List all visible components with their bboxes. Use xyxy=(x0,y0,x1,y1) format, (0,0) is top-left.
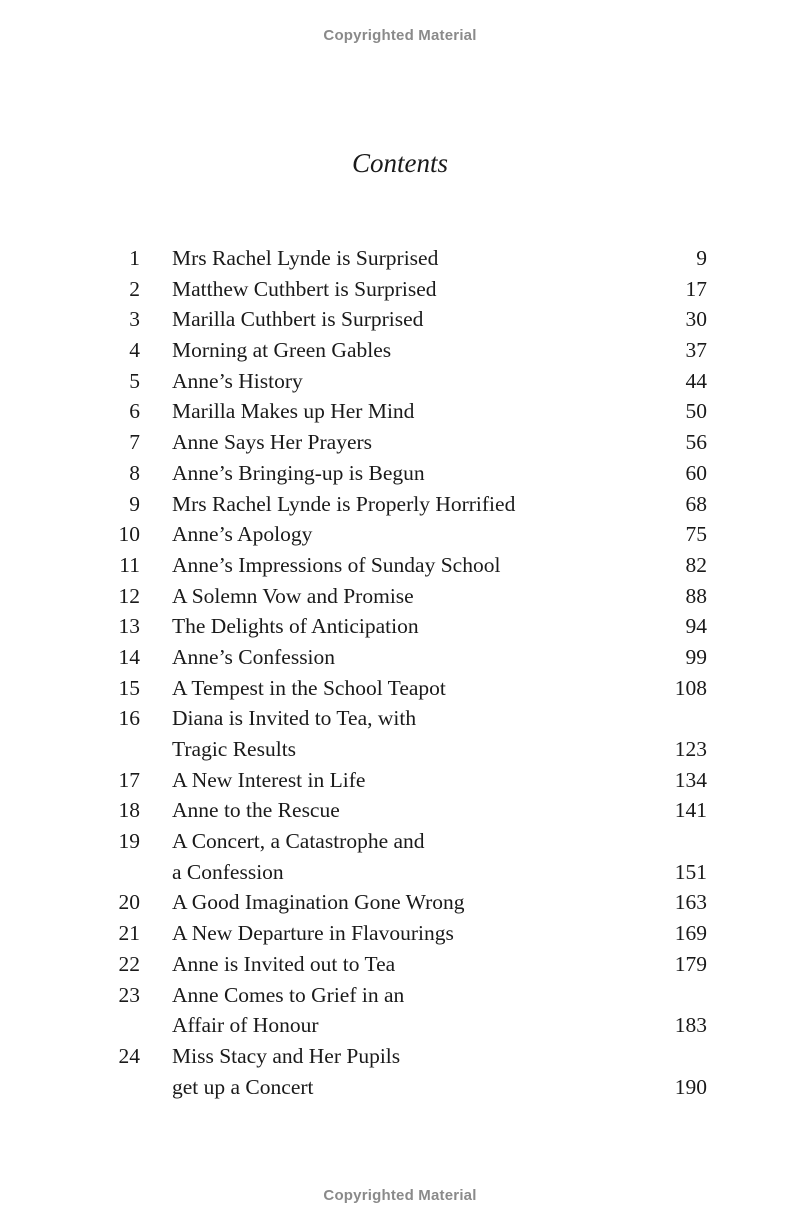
chapter-title: Anne’s Apology xyxy=(172,522,313,547)
toc-entry-line xyxy=(100,1010,710,1041)
toc-entry-line xyxy=(100,458,710,489)
toc-entry-line xyxy=(100,673,710,704)
chapter-number: 9 xyxy=(129,491,140,516)
page-title: Contents xyxy=(351,148,448,178)
toc-entry-line xyxy=(100,550,710,581)
chapter-number: 20 xyxy=(118,890,140,915)
chapter-title: Morning at Green Gables xyxy=(172,338,392,363)
toc-entry-line xyxy=(100,304,710,335)
page-number xyxy=(647,1041,710,1072)
page-number: 183 xyxy=(674,1013,707,1038)
chapter-number: 1 xyxy=(129,246,140,270)
chapter-number: 5 xyxy=(129,368,140,393)
toc-entry-line xyxy=(100,795,710,826)
chapter-title: A New Interest in Life xyxy=(172,767,366,792)
toc-entry-line xyxy=(100,427,710,458)
page-number: 88 xyxy=(685,583,707,608)
page-number xyxy=(647,980,710,1011)
page-number: 123 xyxy=(674,737,707,761)
page-number: 190 xyxy=(674,1074,707,1099)
page-number: 60 xyxy=(685,460,707,485)
page-number: 17 xyxy=(685,276,707,301)
toc-entry-line xyxy=(100,826,710,857)
toc-entry-line xyxy=(100,642,710,673)
chapter-title: Marilla Cuthbert is Surprised xyxy=(172,307,424,332)
copyright-watermark-top: Copyrighted Material xyxy=(323,27,477,44)
chapter-number: 14 xyxy=(118,644,140,669)
page-number xyxy=(647,703,710,734)
toc-entry-line xyxy=(100,274,710,305)
chapter-title: Diana is Invited to Tea, with xyxy=(172,706,417,731)
toc-entry-line xyxy=(100,703,710,734)
chapter-title: The Delights of Anticipation xyxy=(172,614,419,639)
chapter-title: Anne’s Impressions of Sunday School xyxy=(172,552,501,577)
chapter-title: get up a Concert xyxy=(172,1074,314,1099)
chapter-title: Matthew Cuthbert is Surprised xyxy=(172,276,437,301)
chapter-number: 8 xyxy=(129,460,140,485)
page-number: 82 xyxy=(685,552,707,577)
chapter-title: Anne’s Confession xyxy=(172,644,336,669)
toc-entry-line xyxy=(100,949,710,980)
toc-entry-line xyxy=(100,980,710,1011)
chapter-number xyxy=(100,857,140,888)
toc-entry-line xyxy=(100,1072,710,1103)
toc-entry-line xyxy=(100,918,710,949)
page-number: 50 xyxy=(685,399,707,424)
chapter-title: Mrs Rachel Lynde is Surprised xyxy=(172,246,439,270)
toc-entry-line xyxy=(100,887,710,918)
page-number: 169 xyxy=(674,921,707,946)
chapter-number: 7 xyxy=(129,430,140,455)
chapter-number: 18 xyxy=(118,798,140,823)
chapter-title: Mrs Rachel Lynde is Properly Horrified xyxy=(172,491,516,516)
page-number: 94 xyxy=(685,614,707,639)
chapter-number: 4 xyxy=(129,338,140,363)
page-number xyxy=(647,826,710,857)
page-number: 56 xyxy=(685,430,707,455)
chapter-number xyxy=(100,1010,140,1041)
toc-entry-line xyxy=(100,1041,710,1072)
toc-entry-line xyxy=(100,335,710,366)
chapter-title: a Confession xyxy=(172,859,284,884)
page-number: 30 xyxy=(685,307,707,332)
chapter-title: A Good Imagination Gone Wrong xyxy=(172,890,465,915)
chapter-title: A Concert, a Catastrophe and xyxy=(172,829,425,854)
table-of-contents xyxy=(100,243,710,1102)
chapter-number: 22 xyxy=(118,951,140,976)
page-number: 151 xyxy=(674,859,707,884)
chapter-title: Anne is Invited out to Tea xyxy=(172,951,396,976)
toc-entry-line xyxy=(100,366,710,397)
chapter-number: 13 xyxy=(118,614,140,639)
toc-entry-line xyxy=(100,243,710,274)
page-number: 68 xyxy=(685,491,707,516)
chapter-title: Anne’s Bringing-up is Begun xyxy=(172,460,425,485)
toc-entry-line xyxy=(100,581,710,612)
chapter-number: 16 xyxy=(118,706,140,731)
page-number: 37 xyxy=(685,338,707,363)
chapter-number: 11 xyxy=(119,552,140,577)
chapter-title: Tragic Results xyxy=(172,737,297,761)
chapter-title: A Solemn Vow and Promise xyxy=(172,583,414,608)
chapter-title: Marilla Makes up Her Mind xyxy=(172,399,415,424)
chapter-number: 21 xyxy=(118,921,140,946)
chapter-number: 23 xyxy=(118,982,140,1007)
chapter-title: Affair of Honour xyxy=(172,1013,319,1038)
copyright-watermark-bottom: Copyrighted Material xyxy=(323,1187,477,1204)
chapter-number: 2 xyxy=(129,276,140,301)
chapter-number: 19 xyxy=(118,829,140,854)
toc-entry-line xyxy=(100,734,710,765)
chapter-title: Anne’s History xyxy=(172,368,303,393)
chapter-number xyxy=(100,734,140,765)
toc-entry-line xyxy=(100,519,710,550)
page-number: 99 xyxy=(685,644,707,669)
page-number: 9 xyxy=(696,246,707,270)
chapter-number: 12 xyxy=(118,583,140,608)
chapter-number: 6 xyxy=(129,399,140,424)
toc-entry-line xyxy=(100,765,710,796)
toc-entry-line xyxy=(100,396,710,427)
toc-entry-line xyxy=(100,489,710,520)
page-number: 108 xyxy=(674,675,707,700)
chapter-number xyxy=(100,1072,140,1103)
page-number: 134 xyxy=(674,767,707,792)
page-number: 44 xyxy=(685,368,707,393)
page-number: 163 xyxy=(674,890,707,915)
page-number: 75 xyxy=(685,522,707,547)
chapter-number: 17 xyxy=(118,767,140,792)
chapter-title: A Tempest in the School Teapot xyxy=(172,675,446,700)
chapter-number: 24 xyxy=(118,1043,140,1068)
chapter-title: A New Departure in Flavourings xyxy=(172,921,454,946)
chapter-title: Anne Comes to Grief in an xyxy=(172,982,405,1007)
chapter-title: Anne Says Her Prayers xyxy=(172,430,373,455)
toc-entry-line xyxy=(100,611,710,642)
chapter-title: Miss Stacy and Her Pupils xyxy=(172,1043,401,1068)
chapter-title: Anne to the Rescue xyxy=(172,798,340,823)
chapter-number: 3 xyxy=(129,307,140,332)
page-number: 179 xyxy=(674,951,707,976)
chapter-number: 15 xyxy=(118,675,140,700)
toc-entry-line xyxy=(100,857,710,888)
page-number: 141 xyxy=(674,798,707,823)
chapter-number: 10 xyxy=(118,522,140,547)
